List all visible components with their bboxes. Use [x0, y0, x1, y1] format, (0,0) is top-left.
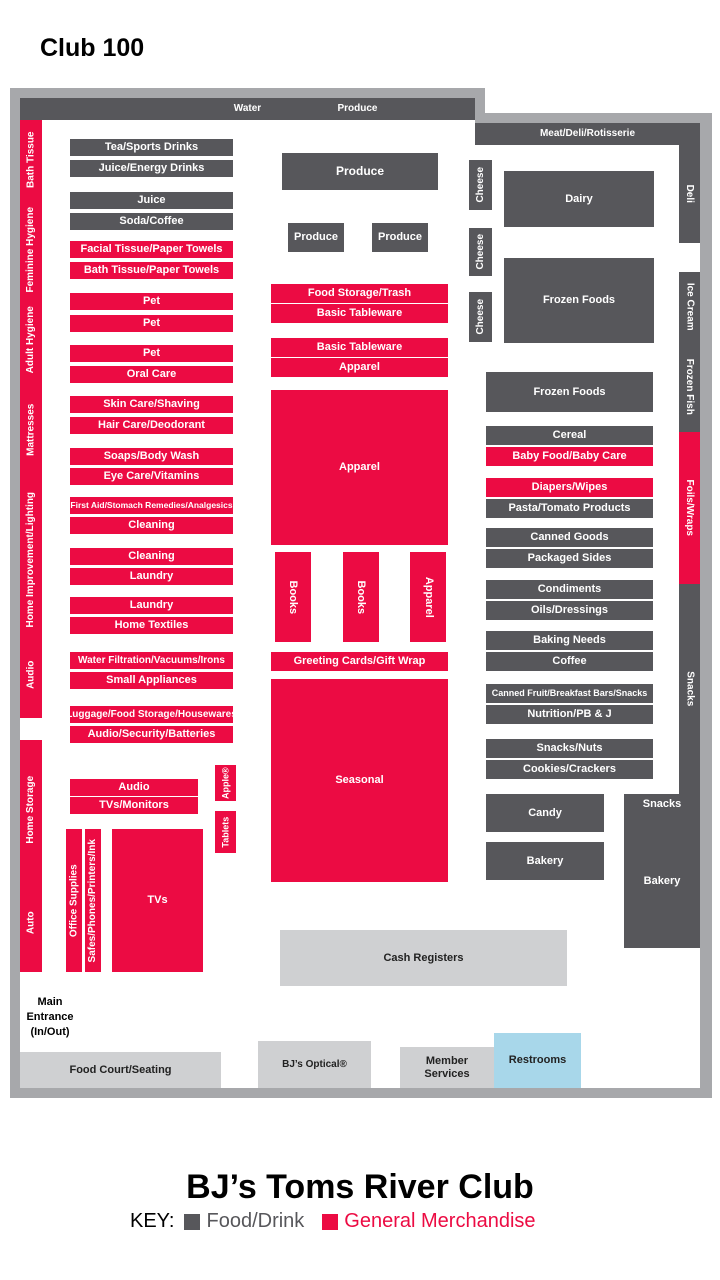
books-1-label: Books [287, 580, 300, 614]
cheese-2-label: Cheese [474, 234, 486, 270]
aisle1-row-10-label: Skin Care/Shaving [103, 398, 200, 411]
left-wall-text-7: Auto [25, 911, 37, 935]
aisle1-row-24 [70, 779, 198, 796]
cereal-label: Cereal [552, 429, 587, 442]
water-section-label: Water [233, 103, 262, 115]
basic-tableware-2 [271, 338, 448, 357]
produce-main [282, 153, 438, 190]
snacks-wall [679, 584, 700, 794]
aisle1-row-5 [70, 262, 233, 279]
left-wall-label-3 [20, 380, 42, 480]
aisle1-row-10 [70, 396, 233, 413]
apparel-1 [271, 358, 448, 377]
packaged-sides [486, 549, 653, 568]
apparel-main [271, 390, 448, 545]
aisle1-row-9-label: Oral Care [126, 368, 177, 381]
books-1 [275, 552, 311, 642]
aisle1-row-3 [70, 213, 233, 230]
cheese-1 [469, 160, 492, 210]
books-2 [343, 552, 379, 642]
aisle1-row-21 [70, 672, 233, 689]
pasta-tomato [486, 499, 653, 518]
meat-deli-section-label: Meat/Deli/Rotisserie [539, 128, 636, 140]
food-court-label: Food Court/Seating [69, 1063, 172, 1076]
deli-section-label: Deli [684, 184, 696, 204]
cash-registers-label: Cash Registers [383, 951, 464, 964]
left-wall-label-1 [20, 200, 42, 300]
aisle1-row-8-label: Pet [142, 347, 161, 360]
produce-right [372, 223, 428, 252]
snacks-nuts [486, 739, 653, 758]
apparel-small-label: Apparel [422, 576, 435, 618]
merch-swatch-icon [322, 1214, 338, 1230]
apparel-1-label: Apparel [339, 361, 380, 374]
key-merch: General Merchandise [344, 1210, 536, 1232]
coffee-label: Coffee [552, 655, 587, 668]
aisle1-row-14-label: First Aid/Stomach Remedies/Analgesics [70, 499, 233, 510]
foils-wraps-label: Foils/Wraps [684, 479, 696, 537]
cash-registers [280, 930, 567, 986]
frozen-foods-1-label: Frozen Foods [542, 294, 616, 307]
aisle1-row-25-label: TVs/Monitors [99, 799, 169, 812]
restrooms [494, 1033, 581, 1088]
produce-main-label: Produce [335, 163, 384, 178]
dairy [504, 171, 654, 227]
produce-left [288, 223, 344, 252]
food-swatch-icon [184, 1214, 200, 1230]
left-wall-text-4: Home Improvement/Lighting [25, 492, 37, 628]
aisle1-row-12 [70, 448, 233, 465]
bakery-1-label: Bakery [526, 854, 564, 867]
key-label: KEY: [130, 1210, 175, 1232]
condiments [486, 580, 653, 599]
greeting-cards-label: Greeting Cards/Gift Wrap [293, 655, 426, 668]
bakery-2 [624, 814, 700, 948]
aisle1-row-23-label: Audio/Security/Batteries [87, 728, 216, 741]
aisle1-row-13-label: Eye Care/Vitamins [103, 470, 200, 483]
seasonal-label: Seasonal [335, 774, 384, 787]
aisle1-row-8 [70, 345, 233, 362]
member-services-label: Member Services [424, 1054, 470, 1080]
store-title: BJ’s Toms River Club [186, 1168, 534, 1206]
aisle1-row-2-label: Juice [137, 194, 166, 207]
aisle1-row-17 [70, 568, 233, 585]
produce-label [300, 98, 415, 120]
snacks-corner [624, 794, 700, 814]
safes-phones-printers-label: Safes/Phones/Printers/Ink [87, 838, 99, 963]
aisle1-row-23 [70, 726, 233, 743]
left-wall-label-7 [20, 878, 42, 968]
canned-goods [486, 528, 653, 547]
restrooms-label: Restrooms [508, 1054, 567, 1067]
apparel-small [410, 552, 446, 642]
tablets-section-label: Tablets [220, 816, 231, 848]
aisle1-row-15-label: Cleaning [128, 519, 175, 532]
foils-wraps [679, 432, 700, 584]
member-services [400, 1047, 494, 1088]
tablets-section [215, 811, 236, 853]
frozen-fish [679, 342, 700, 432]
cookies-crackers [486, 760, 653, 779]
office-supplies [66, 829, 82, 972]
produce-right-label: Produce [377, 231, 422, 244]
aisle1-row-7-label: Pet [142, 317, 161, 330]
aisle1-row-19-label: Home Textiles [114, 619, 189, 632]
club-title: Club 100 [40, 34, 145, 62]
frozen-foods-1 [504, 258, 654, 343]
aisle1-row-13 [70, 468, 233, 485]
aisle1-row-20-label: Water Filtration/Vacuums/Irons [78, 654, 225, 666]
apple-section-label: Apple® [220, 767, 231, 799]
aisle1-row-24-label: Audio [118, 781, 150, 794]
key-food: Food/Drink [206, 1210, 305, 1232]
deli-section [679, 145, 700, 243]
aisle1-row-7 [70, 315, 233, 332]
books-2-label: Books [355, 580, 368, 614]
coffee [486, 652, 653, 671]
map-key [130, 1210, 536, 1233]
frozen-foods-2 [486, 372, 653, 412]
oils-dressings [486, 601, 653, 620]
aisle1-row-14 [70, 497, 233, 514]
aisle1-row-0 [70, 139, 233, 156]
left-wall-label-4 [20, 480, 42, 640]
left-wall-label-5 [20, 640, 42, 710]
bjs-optical [258, 1041, 371, 1088]
basic-tableware-1-label: Basic Tableware [316, 307, 403, 320]
safes-phones-printers [85, 829, 101, 972]
canned-goods-label: Canned Goods [530, 531, 609, 544]
nutrition-pbj [486, 705, 653, 724]
aisle1-row-17-label: Laundry [129, 570, 174, 583]
seasonal [271, 679, 448, 882]
aisle1-row-11 [70, 417, 233, 434]
food-storage-trash [271, 284, 448, 303]
packaged-sides-label: Packaged Sides [527, 552, 612, 565]
aisle1-row-22 [66, 706, 237, 723]
frozen-fish-label: Frozen Fish [684, 358, 696, 416]
baby-food [486, 447, 653, 466]
greeting-cards [271, 652, 448, 671]
left-wall-text-0: Bath Tissue [25, 131, 37, 189]
aisle1-row-20 [70, 652, 233, 669]
cereal [486, 426, 653, 445]
snacks-corner-label: Snacks [642, 797, 682, 810]
diapers-wipes [486, 478, 653, 497]
aisle1-row-6-label: Pet [142, 295, 161, 308]
left-wall-label-2 [20, 300, 42, 380]
condiments-label: Condiments [537, 583, 602, 596]
aisle1-row-16-label: Cleaning [128, 550, 175, 563]
apple-section [215, 765, 236, 801]
food-court [20, 1052, 221, 1088]
left-wall-text-1: Feminine Hygiene [25, 207, 37, 293]
cookies-crackers-label: Cookies/Crackers [523, 763, 616, 776]
aisle1-row-12-label: Soaps/Body Wash [103, 450, 200, 463]
diapers-wipes-label: Diapers/Wipes [531, 481, 608, 494]
aisle1-row-18 [70, 597, 233, 614]
office-supplies-label: Office Supplies [68, 864, 80, 937]
aisle1-row-1-label: Juice/Energy Drinks [98, 162, 205, 175]
bakery-2-label: Bakery [643, 874, 681, 887]
candy [486, 794, 604, 832]
aisle1-row-3-label: Soda/Coffee [119, 215, 184, 228]
snacks-wall-label: Snacks [684, 671, 696, 707]
food-storage-trash-label: Food Storage/Trash [307, 287, 412, 300]
aisle1-row-25 [70, 797, 198, 814]
aisle1-row-18-label: Laundry [129, 599, 174, 612]
cheese-1-label: Cheese [474, 167, 486, 203]
nutrition-pbj-label: Nutrition/PB & J [527, 708, 612, 721]
aisle1-row-15 [70, 517, 233, 534]
oils-dressings-label: Oils/Dressings [530, 604, 609, 617]
dairy-label: Dairy [565, 192, 593, 205]
baby-food-label: Baby Food/Baby Care [512, 450, 627, 463]
left-wall-text-2: Adult Hygiene [25, 306, 37, 374]
pasta-tomato-label: Pasta/Tomato Products [508, 502, 631, 515]
aisle1-row-2 [70, 192, 233, 209]
canned-fruit-label: Canned Fruit/Breakfast Bars/Snacks [491, 688, 648, 699]
cheese-2 [469, 228, 492, 276]
aisle1-row-19 [70, 617, 233, 634]
aisle1-row-21-label: Small Appliances [106, 674, 197, 687]
bakery-1 [486, 842, 604, 880]
cheese-3 [469, 292, 492, 342]
aisle1-row-9 [70, 366, 233, 383]
snacks-nuts-label: Snacks/Nuts [536, 742, 603, 755]
cheese-3-label: Cheese [474, 299, 486, 335]
tvs-section [112, 829, 203, 972]
basic-tableware-2-label: Basic Tableware [316, 341, 403, 354]
left-wall-label-6 [20, 745, 42, 875]
left-wall-label-0 [20, 120, 42, 200]
aisle1-row-11-label: Hair Care/Deodorant [98, 419, 205, 432]
aisle1-row-1 [70, 160, 233, 177]
bjs-optical-label: BJ’s Optical® [282, 1058, 347, 1070]
aisle1-row-4-label: Facial Tissue/Paper Towels [80, 243, 223, 256]
aisle1-row-5-label: Bath Tissue/Paper Towels [83, 264, 220, 277]
candy-label: Candy [528, 806, 562, 819]
tvs-section-label: TVs [147, 894, 168, 907]
apparel-main-label: Apparel [339, 461, 380, 474]
ice-cream [679, 272, 700, 342]
aisle1-row-4 [70, 241, 233, 258]
ice-cream-label: Ice Cream [684, 283, 696, 331]
aisle1-row-0-label: Tea/Sports Drinks [104, 141, 199, 154]
left-wall-text-5: Audio [25, 660, 37, 690]
frozen-foods-2-label: Frozen Foods [533, 385, 606, 398]
left-wall-text-6: Home Storage [25, 776, 37, 844]
canned-fruit [486, 684, 653, 703]
produce-label-text: Produce [337, 103, 378, 115]
aisle1-row-16 [70, 548, 233, 565]
aisle1-row-6 [70, 293, 233, 310]
baking-needs-label: Baking Needs [533, 634, 606, 647]
meat-deli-section [475, 123, 700, 145]
produce-left-label: Produce [293, 231, 338, 244]
baking-needs [486, 631, 653, 650]
aisle1-row-22-label: Luggage/Food Storage/Housewares [66, 708, 237, 720]
basic-tableware-1 [271, 304, 448, 323]
main-entrance-label: Main Entrance (In/Out) [26, 996, 74, 1038]
left-wall-text-3: Mattresses [25, 403, 37, 457]
